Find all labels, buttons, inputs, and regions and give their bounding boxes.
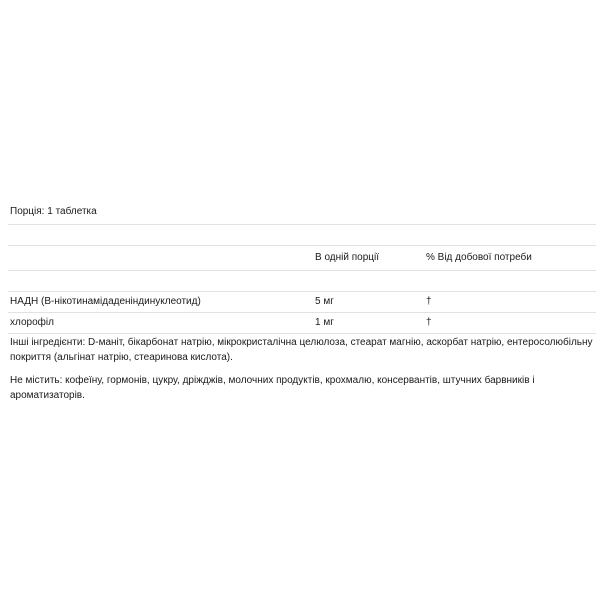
- table-row: [8, 313, 596, 334]
- nutrient-amount: 1 мг: [315, 317, 334, 328]
- nutrient-daily-value: †: [426, 296, 432, 307]
- supplement-facts-panel: [8, 200, 596, 403]
- other-ingredients-text: Інші інгредієнти: D-маніт, бікарбонат натрію, мікрокристалічна целюлоза, стеарат магнію, аскорбат натрію, ентеросолюбільну покриття (альгінат натрію, стеаринова кислота).: [10, 337, 593, 363]
- nutrient-name: хлорофіл: [10, 317, 54, 328]
- table-header: [8, 246, 596, 271]
- column-header-amount: В одній порції: [315, 252, 379, 263]
- serving-size: Порція: 1 таблетка: [8, 200, 596, 225]
- nutrient-name: НАДН (В-нікотинамідаденіндинуклеотид): [10, 296, 201, 307]
- nutrient-daily-value: †: [426, 317, 432, 328]
- divider: [8, 225, 596, 246]
- nutrient-amount: 5 мг: [315, 296, 334, 307]
- divider: [8, 271, 596, 292]
- table-row: [8, 292, 596, 313]
- column-header-daily-value: % Від добової потреби: [426, 252, 532, 263]
- free-of-text: Не містить: кофеїну, гормонів, цукру, дріжджів, молочних продуктів, крохмалю, консервантів, штучних барвників і ароматизаторів.: [10, 375, 535, 401]
